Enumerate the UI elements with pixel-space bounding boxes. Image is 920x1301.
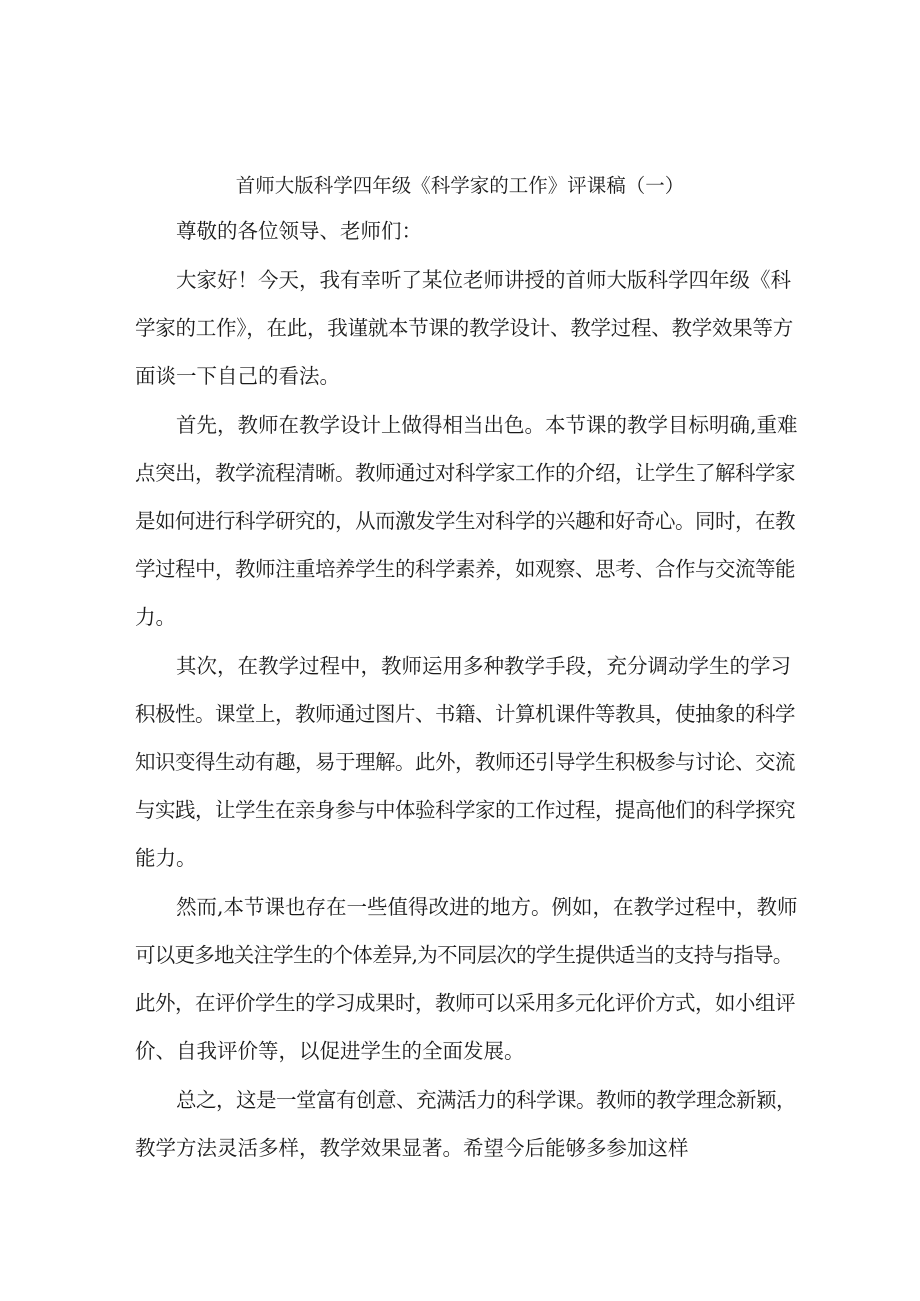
document-title: 首师大版科学四年级《科学家的工作》评课稿（一）: [235, 174, 685, 197]
paragraph-2-line-5: 力。: [135, 605, 176, 629]
paragraph-3-line-2: 积极性。课堂上，教师通过图片、书籍、计算机课件等教具，使抽象的科学: [135, 702, 795, 726]
paragraph-5-line-1: 总之，这是一堂富有创意、充满活力的科学课。教师的教学理念新颖，: [176, 1088, 796, 1112]
paragraph-1-line-2: 学家的工作》，在此，我谨就本节课的教学设计、教学过程、教学效果等方: [135, 316, 793, 340]
paragraph-4-line-2: 可以更多地关注学生的个体差异,为不同层次的学生提供适当的支持与指导。: [135, 943, 793, 967]
salutation: 尊敬的各位领导、老师们：: [176, 219, 422, 243]
paragraph-3-line-3: 知识变得生动有趣，易于理解。此外，教师还引导学生积极参与讨论、交流: [135, 750, 795, 774]
paragraph-2-line-3: 是如何进行科学研究的，从而激发学生对科学的兴趣和好奇心。同时，在教: [135, 509, 795, 533]
paragraph-1-line-1: 大家好！今天，我有幸听了某位老师讲授的首师大版科学四年级《科: [176, 268, 791, 292]
paragraph-2-line-4: 学过程中，教师注重培养学生的科学素养，如观察、思考、合作与交流等能: [135, 557, 795, 581]
paragraph-4-line-4: 价、自我评价等，以促进学生的全面发展。: [135, 1039, 525, 1063]
paragraph-3-line-4: 与实践，让学生在亲身参与中体验科学家的工作过程，提高他们的科学探究: [135, 798, 795, 822]
paragraph-5-line-2: 教学方法灵活多样，教学效果显著。希望今后能够多参加这样: [135, 1136, 689, 1160]
paragraph-1-line-3: 面谈一下自己的看法。: [135, 364, 340, 388]
paragraph-3-line-5: 能力。: [135, 846, 197, 870]
paragraph-2-line-1: 首先，教师在教学设计上做得相当出色。本节课的教学目标明确,重难: [176, 413, 798, 437]
paragraph-3-line-1: 其次，在教学过程中，教师运用多种教学手段，充分调动学生的学习: [176, 654, 791, 678]
paragraph-4-line-3: 此外，在评价学生的学习成果时，教师可以采用多元化评价方式，如小组评: [135, 991, 795, 1015]
paragraph-2-line-2: 点突出，教学流程清晰。教师通过对科学家工作的介绍，让学生了解科学家: [135, 461, 795, 485]
paragraph-4-line-1: 然而,本节课也存在一些值得改进的地方。例如，在教学过程中，教师: [176, 895, 798, 919]
